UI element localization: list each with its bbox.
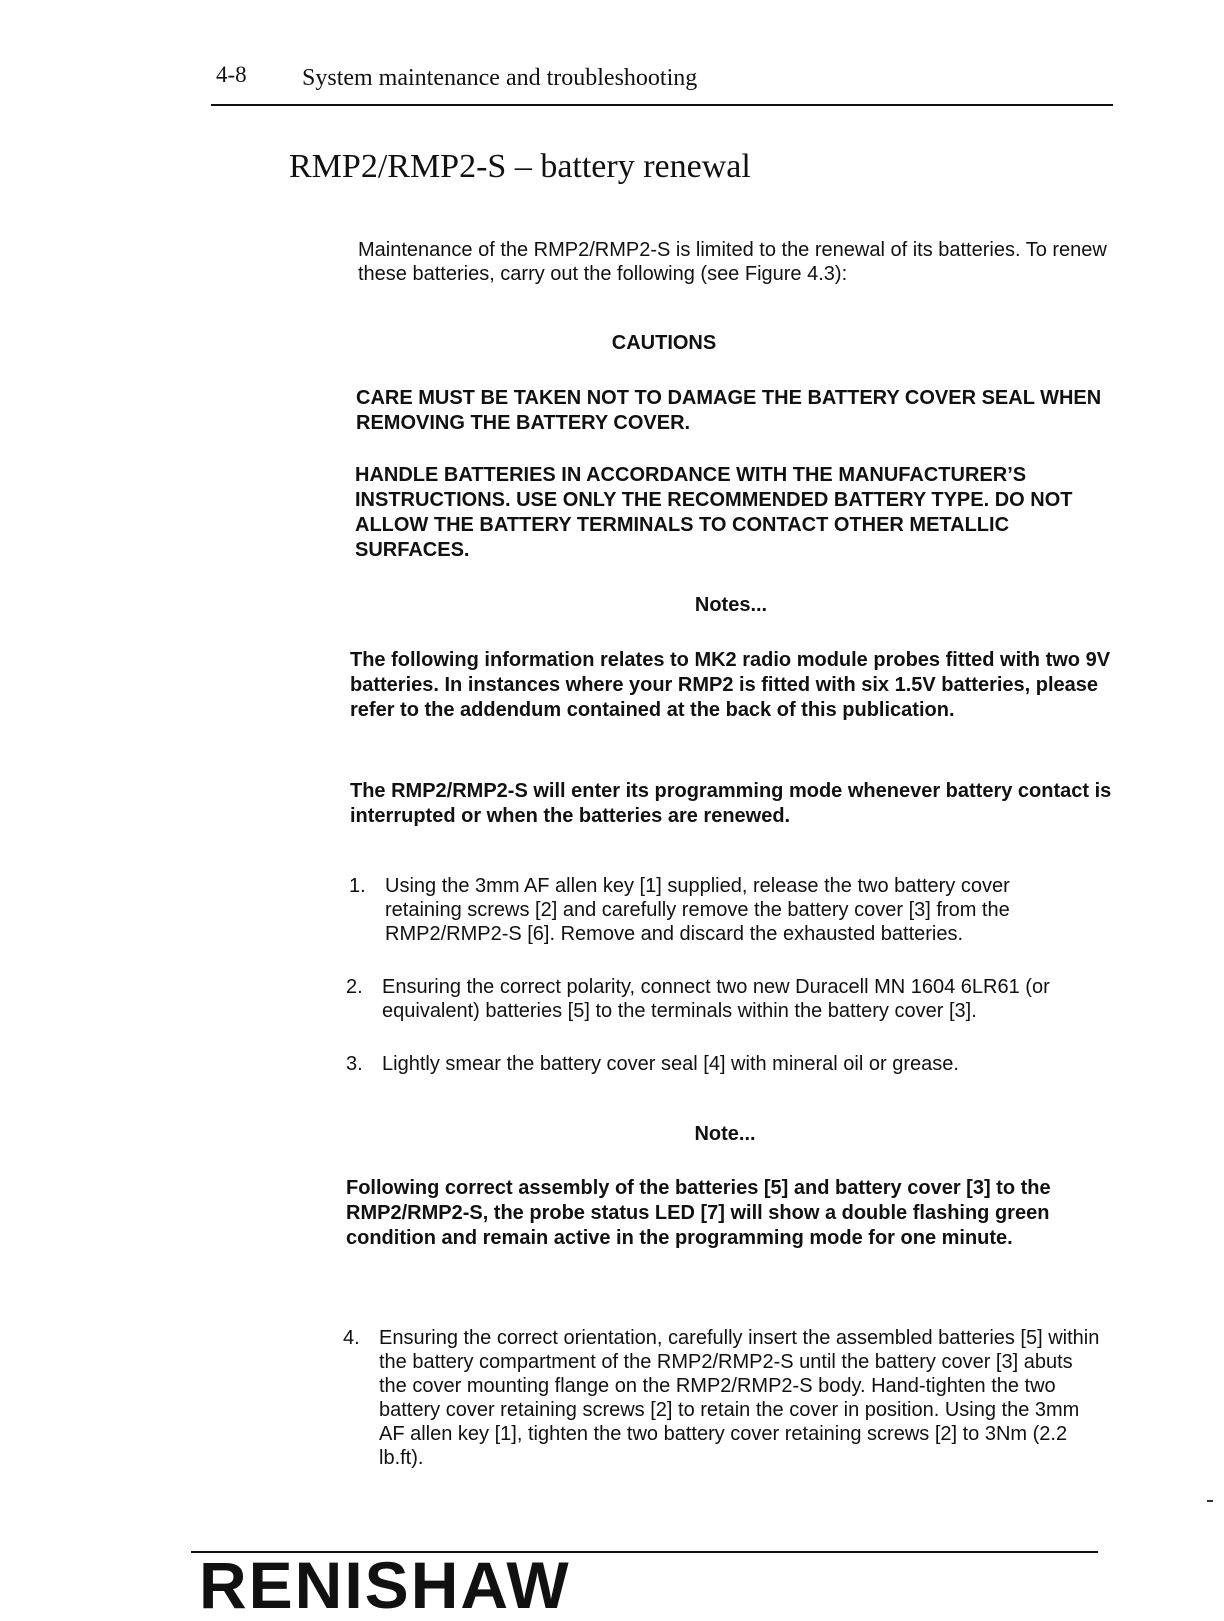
intro-paragraph: Maintenance of the RMP2/RMP2-S is limited to the renewal of its batteries. To renew these batteries, carry out the following (see Figure 4.3): xyxy=(358,239,1107,285)
logo-wordmark: RENISHAW xyxy=(199,1548,571,1621)
step-text: Ensuring the correct polarity, connect two new Duracell MN 1604 6LR61 (or equivalent) batteries [5] to the terminals within the battery cover [3]. xyxy=(382,976,1050,1022)
header-divider xyxy=(211,104,1113,106)
note-item: The RMP2/RMP2-S will enter its programming mode whenever battery contact is interrupted or when the batteries are renewed. xyxy=(350,780,1112,827)
step-text: Using the 3mm AF allen key [1] supplied, release the two battery cover retaining screws [2] and carefully remove the battery cover [3] from the RMP2/RMP2-S [6]. Remove and discard the exhausted batteries. xyxy=(385,875,1010,945)
page-number: 4-8 xyxy=(216,62,247,87)
step-item xyxy=(346,975,1094,1023)
cautions-heading: CAUTIONS xyxy=(611,332,717,354)
notes-heading: Notes... xyxy=(694,594,768,616)
step-number: 2. xyxy=(346,976,363,998)
renishaw-logo xyxy=(197,1548,637,1621)
section-title: RMP2/RMP2-S – battery renewal xyxy=(289,148,751,185)
note-heading: Note... xyxy=(694,1123,756,1145)
step-number: 4. xyxy=(343,1327,360,1349)
scan-mark xyxy=(1207,1500,1213,1502)
step-text: Lightly smear the battery cover seal [4] with mineral oil or grease. xyxy=(382,1053,959,1075)
step-text: Ensuring the correct orientation, carefully insert the assembled batteries [5] within the battery compartment of the RMP2/RMP2-S until the battery cover [3] abuts the cover mounting flange on the RMP2/RMP2-S body. Hand-tighten the two battery cover retaining screws [2] to retain the cover in position. Using the 3mm AF allen key [1], tighten the two battery cover retaining screws [2] to 3Nm (2.2 lb.ft). xyxy=(379,1327,1100,1469)
caution-item: CARE MUST BE TAKEN NOT TO DAMAGE THE BATTERY COVER SEAL WHEN REMOVING THE BATTERY COVER. xyxy=(356,387,1102,434)
note-paragraph: Following correct assembly of the batteries [5] and battery cover [3] to the RMP2/RMP2-S, the probe status LED [7] will show a double flashing green condition and remain active in the programming mode for one minute. xyxy=(346,1177,1051,1249)
note-item: The following information relates to MK2 radio module probes fitted with two 9V batteries. In instances where your RMP2 is fitted with six 1.5V batteries, please refer to the addendum contained at the back of this publication. xyxy=(350,649,1111,721)
step-item xyxy=(349,874,1089,946)
chapter-title: System maintenance and troubleshooting xyxy=(302,65,698,91)
step-number: 3. xyxy=(346,1053,363,1075)
step-number: 1. xyxy=(349,875,366,897)
step-item xyxy=(346,1052,1094,1076)
caution-item: HANDLE BATTERIES IN ACCORDANCE WITH THE MANUFACTURER’S INSTRUCTIONS. USE ONLY THE RECOMMENDED BATTERY TYPE. DO NOT ALLOW THE BATTERY TERMINALS TO CONTACT OTHER METALLIC SURFACES. xyxy=(355,464,1073,561)
step-item xyxy=(343,1326,1103,1470)
